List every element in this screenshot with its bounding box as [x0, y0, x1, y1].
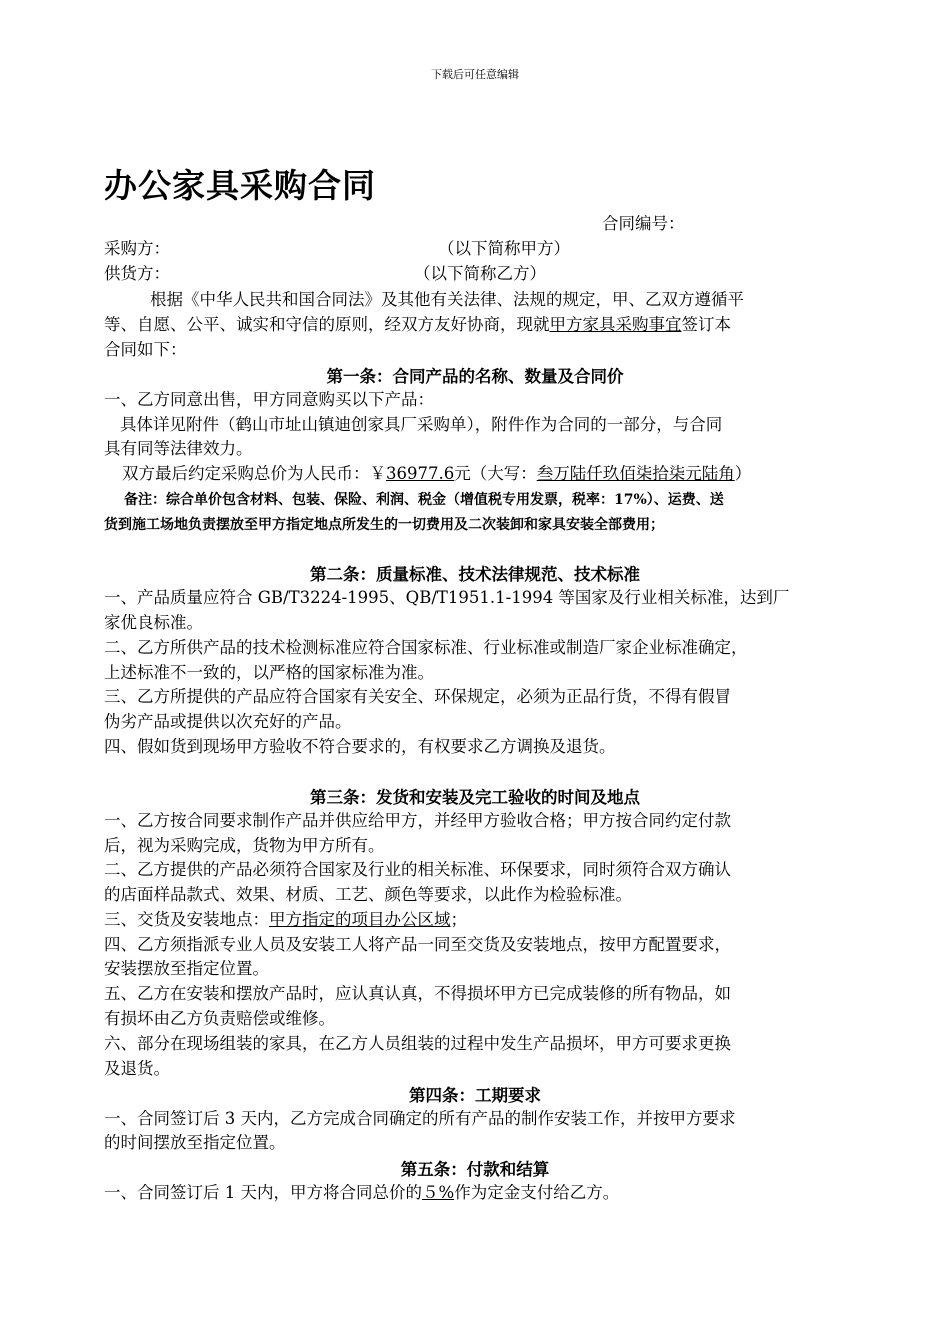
- delivery-location-line: [104, 908, 854, 933]
- buyer-alias: （以下简称甲方）: [438, 239, 570, 258]
- price-close: ）: [734, 464, 752, 483]
- delivery-location-label: 三、交货及安装地点：: [104, 910, 269, 929]
- contract-number-label: 合同编号：: [602, 214, 685, 233]
- price-amount-words: 叁万陆仟玖佰柒拾柒元陆角: [536, 464, 735, 483]
- buyer-label: 采购方：: [104, 239, 170, 258]
- art1-line-3: 具有同等法律效力。: [104, 439, 253, 458]
- art3-line-8: 五、乙方在安装和摆放产品时，应认真认真，不得损坏甲方已完成装修的所有物品，如: [104, 984, 731, 1003]
- supplier-line: [104, 262, 854, 287]
- supplier-alias: （以下简称乙方）: [414, 264, 546, 283]
- art2-line: 上述标准不一致的，以严格的国家标准为准。: [104, 663, 434, 682]
- art2-line: 二、乙方所供产品的技术检测标准应符合国家标准、行业标准或制造厂家企业标准确定，: [104, 638, 748, 657]
- buyer-line: [104, 237, 854, 262]
- intro-text: 等、自愿、公平、诚实和守信的原则，经双方友好协商，现就: [104, 315, 550, 334]
- deposit-line: [104, 1181, 854, 1206]
- art2-line: 伪劣产品或提供以次充好的产品。: [104, 712, 352, 731]
- art1-line-2: 具体详见附件（鹤山市址山镇迪创家具厂采购单），附件作为合同的一部分，与合同: [120, 415, 723, 434]
- intro-line-1: 根据《中华人民共和国合同法》及其他有关法律、法规的规定，甲、乙双方遵循平: [150, 290, 744, 309]
- note-line-2: 货到施工场地负责摆放至甲方指定地点所发生的一切费用及二次装卸和家具安装全部费用；: [104, 517, 664, 533]
- page-header: 下载后可任意编辑: [431, 68, 519, 81]
- price-words-label: 元（大写：: [454, 464, 537, 483]
- intro-text-end: 签订本: [681, 315, 731, 334]
- deposit-percent: ５%: [422, 1183, 455, 1202]
- article-1-heading: 第一条：合同产品的名称、数量及合同价: [326, 367, 624, 386]
- art3-line-3: 二、乙方提供的产品必须符合国家及行业的相关标准、环保要求，同时须符合双方确认: [104, 860, 731, 879]
- intro-line-3: 合同如下：: [104, 340, 187, 359]
- price-amount: 36977.6: [386, 464, 455, 483]
- art3-line-2: 后，视为采购完成，货物为甲方所有。: [104, 836, 385, 855]
- art2-line: 四、假如货到现场甲方验收不符合要求的，有权要求乙方调换及退货。: [104, 737, 616, 756]
- art3-line-7: 安装摆放至指定位置。: [104, 959, 269, 978]
- article-4-heading: 第四条：工期要求: [409, 1086, 541, 1105]
- intro-line-2: [104, 313, 854, 338]
- art2-line: 三、乙方所提供的产品应符合国家有关安全、环保规定，必须为正品行货，不得有假冒: [104, 687, 731, 706]
- deposit-text: 一、合同签订后 1 天内，甲方将合同总价的: [104, 1183, 422, 1202]
- art3-line-1: 一、乙方按合同要求制作产品并供应给甲方，并经甲方验收合格；甲方按合同约定付款: [104, 811, 731, 830]
- article-3-heading: 第三条：发货和安装及完工验收的时间及地点: [310, 788, 640, 807]
- note-line-1: 备注：综合单价包含材料、包装、保险、利润、税金（增值税专用发票，税率：17%）、运费、送: [124, 492, 724, 508]
- document-title: 办公家具采购合同: [104, 166, 376, 205]
- art4-line-1: 一、合同签订后 3 天内，乙方完成合同确定的所有产品的制作安装工作，并按甲方要求: [104, 1109, 736, 1128]
- art3-line-10: 六、部分在现场组装的家具，在乙方人员组装的过程中发生产品损坏，甲方可要求更换: [104, 1034, 731, 1053]
- total-price-line: [122, 462, 872, 487]
- supplier-label: 供货方：: [104, 264, 170, 283]
- price-label: 双方最后约定采购总价为人民币：￥: [122, 464, 386, 483]
- art1-line-1: 一、乙方同意出售，甲方同意购买以下产品：: [104, 390, 434, 409]
- art3-line-11: 及退货。: [104, 1059, 170, 1078]
- art3-line-4: 的店面样品款式、效果、材质、工艺、颜色等要求，以此作为检验标准。: [104, 885, 632, 904]
- art3-line-9: 有损坏由乙方负责赔偿或维修。: [104, 1009, 335, 1028]
- delivery-location-end: ；: [450, 910, 467, 929]
- article-5-heading: 第五条：付款和结算: [400, 1160, 550, 1179]
- art4-line-2: 的时间摆放至指定位置。: [104, 1133, 286, 1152]
- art2-line: 一、产品质量应符合 GB/T3224-1995、QB/T1951.1-1994 等国家及行业相关标准，达到厂: [104, 588, 790, 607]
- article-2-heading: 第二条：质量标准、技术法律规范、技术标准: [310, 565, 640, 584]
- art2-line: 家优良标准。: [104, 613, 203, 632]
- intro-subject: 甲方家具采购事宜: [549, 315, 682, 334]
- art3-line-6: 四、乙方须指派专业人员及安装工人将产品一同至交货及安装地点，按甲方配置要求，: [104, 935, 731, 954]
- delivery-location-value: 甲方指定的项目办公区域: [269, 910, 451, 929]
- deposit-text-end: 作为定金支付给乙方。: [454, 1183, 620, 1202]
